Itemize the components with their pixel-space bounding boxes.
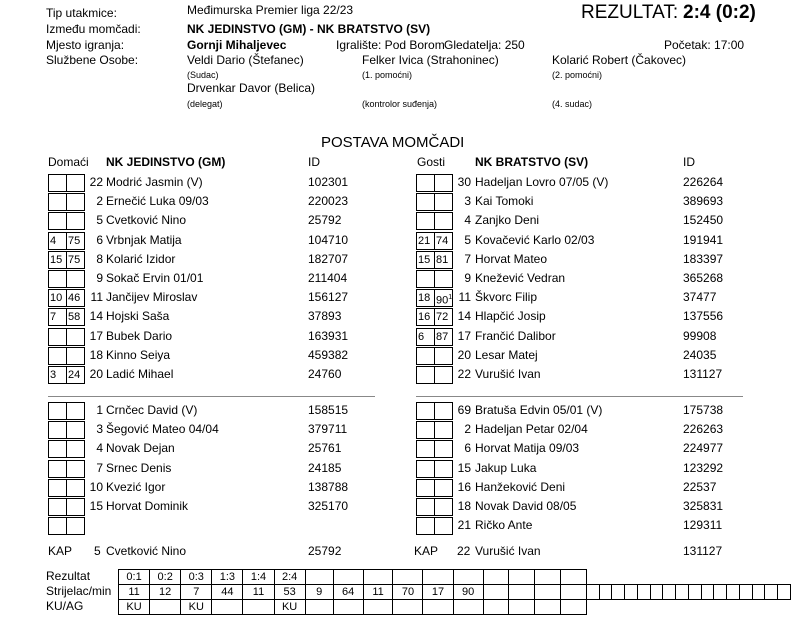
scorer-cell	[778, 585, 791, 600]
player-id: 163931	[308, 329, 349, 343]
scorer-cell	[727, 585, 740, 600]
competition: Međimurska Premier liga 22/23	[187, 3, 354, 17]
sub-id: 224977	[683, 441, 724, 455]
kuag-cell: KU	[274, 600, 305, 615]
stat-box: 6	[416, 328, 435, 346]
stat-box	[416, 366, 435, 384]
scorer-cell: 17	[423, 585, 453, 600]
sub-number: 69	[457, 403, 471, 417]
sub-number: 15	[89, 499, 103, 513]
player-name: Ernečić Luka 09/03	[106, 194, 209, 208]
player-id: 24760	[308, 367, 342, 381]
player-id: 211404	[308, 271, 348, 285]
stat-box	[48, 193, 67, 211]
sub-number: 6	[464, 441, 471, 455]
official-role: (1. pomoćni)	[362, 70, 413, 80]
minute-box: $90^1$	[434, 289, 453, 307]
player-number: 8	[96, 252, 103, 266]
section-title: POSTAVA MOMČADI	[321, 134, 465, 151]
sub-name: Hadeljan Petar 02/04	[475, 422, 588, 436]
player-name: Hojski Saša	[106, 309, 170, 323]
player-number: 11	[458, 290, 471, 304]
minute-box: 74	[434, 232, 453, 250]
stat-box	[416, 460, 435, 478]
player-id: 102301	[308, 175, 349, 189]
sub-name: Novak David 08/05	[475, 499, 577, 513]
score-row-label: KU/AG	[46, 599, 84, 613]
match-type-label: Tip utakmice:	[46, 6, 117, 20]
player-name: Ladić Mihael	[106, 367, 174, 381]
stat-box: 16	[416, 308, 435, 326]
home-kap-name: Cvetković Nino	[106, 544, 187, 558]
scorer-cell	[535, 585, 561, 600]
kuag-cell	[243, 600, 274, 615]
player-number: 3	[464, 194, 471, 208]
minute-box: 58	[66, 308, 85, 326]
player-id: 226264	[683, 175, 724, 189]
officials-label: Službene Osobe:	[46, 53, 139, 67]
player-id: 365268	[683, 271, 724, 285]
kuag-cell	[150, 600, 181, 615]
player-name: Sokač Ervin 01/01	[106, 271, 204, 285]
result-cell: 0:2	[150, 570, 181, 585]
sub-name: Srnec Denis	[106, 461, 172, 475]
player-name: Hadeljan Lovro 07/05 (V)	[475, 175, 609, 189]
player-number: 14	[457, 309, 471, 323]
minute-box	[66, 517, 85, 535]
player-name: Zanjko Deni	[475, 213, 540, 227]
player-name: Vrbnjak Matija	[106, 233, 182, 247]
sub-name: Šegović Mateo 04/04	[106, 422, 219, 436]
minute-box: 72	[434, 308, 453, 326]
scorers-row	[119, 585, 791, 600]
stat-box	[416, 270, 435, 288]
kuag-cell	[561, 600, 587, 615]
sub-id: 22537	[683, 480, 717, 494]
home-kap-id: 25792	[308, 544, 342, 558]
official-name: Drvenkar Davor (Belica)	[187, 81, 316, 95]
stat-box	[48, 517, 67, 535]
player-number: 20	[89, 367, 103, 381]
result-cell	[305, 570, 333, 585]
player-id: 24035	[683, 348, 717, 362]
sub-id: 175738	[683, 403, 724, 417]
minute-box: 75	[66, 232, 85, 250]
stat-box	[48, 174, 67, 192]
kuag-cell	[305, 600, 333, 615]
ground: Igralište: Pod Borom	[336, 38, 445, 52]
scorer-cell: 70	[393, 585, 423, 600]
sub-name: Ričko Ante	[475, 518, 533, 532]
result-cell	[483, 570, 509, 585]
scorer-cell	[509, 585, 535, 600]
minute-box: 75	[66, 251, 85, 269]
kuag-cell	[423, 600, 453, 615]
player-id: 220023	[308, 194, 349, 208]
scorer-cell	[765, 585, 778, 600]
sub-id: 138788	[308, 480, 349, 494]
player-name: Frančić Dalibor	[475, 329, 556, 343]
result-cell	[333, 570, 363, 585]
player-number: 4	[464, 213, 471, 227]
player-number: 17	[457, 329, 471, 343]
stat-box	[416, 421, 435, 439]
sub-name: Horvat Dominik	[106, 499, 189, 513]
sub-number: 10	[89, 480, 103, 494]
scorer-cell	[714, 585, 727, 600]
home-side-label: Domaći	[48, 155, 89, 169]
result-cell: 0:3	[181, 570, 212, 585]
player-name: Kai Tomoki	[475, 194, 534, 208]
sub-id: 325831	[683, 499, 724, 513]
sub-number: 3	[96, 422, 103, 436]
player-name: Jančijev Miroslav	[106, 290, 198, 304]
player-id: 156127	[308, 290, 349, 304]
player-name: Hlapčić Josip	[475, 309, 546, 323]
home-kap-label: KAP	[48, 544, 73, 558]
stat-box	[416, 212, 435, 230]
official-role: (2. pomoćni)	[552, 70, 603, 80]
scorer-cell: 12	[150, 585, 181, 600]
sub-name: Kvezić Igor	[106, 480, 166, 494]
home-team-name: NK JEDINSTVO (GM)	[106, 155, 226, 169]
sub-number: 1	[96, 403, 103, 417]
scorer-cell	[752, 585, 765, 600]
stat-box	[48, 421, 67, 439]
player-number: 5	[96, 213, 103, 227]
home-id-header: ID	[308, 155, 320, 169]
teams-label: Između momčadi:	[46, 22, 141, 36]
player-name: Kovačević Karlo 02/03	[475, 233, 595, 247]
result-cell: 2:4	[274, 570, 305, 585]
minute-box: 81	[434, 251, 453, 269]
stat-box	[416, 347, 435, 365]
kuag-cell	[363, 600, 393, 615]
sub-name: Hanžeković Deni	[475, 480, 566, 494]
player-name: Vurušić Ivan	[475, 367, 541, 381]
scorer-cell	[701, 585, 714, 600]
result-cell	[393, 570, 423, 585]
score-table	[118, 569, 791, 615]
scorer-cell: 11	[119, 585, 150, 600]
sub-name: Horvat Matija 09/03	[475, 441, 580, 455]
divider	[416, 396, 743, 397]
scorer-cell	[637, 585, 650, 600]
scorer-cell: 9	[305, 585, 333, 600]
stat-box	[416, 479, 435, 497]
player-number: 7	[464, 252, 471, 266]
result-label: REZULTAT:	[581, 2, 679, 23]
scorer-cell: 64	[333, 585, 363, 600]
scorer-cell: 90	[453, 585, 483, 600]
away-kap-label: KAP	[414, 544, 439, 558]
scorer-cell	[676, 585, 689, 600]
stat-box: 7	[48, 308, 67, 326]
stat-box	[48, 498, 67, 516]
scorer-cell	[663, 585, 676, 600]
venue: Gornji Mihaljevec	[187, 38, 287, 52]
result-cell	[453, 570, 483, 585]
scorer-cell	[612, 585, 625, 600]
player-number: 6	[96, 233, 103, 247]
official-name: Kolarić Robert (Čakovec)	[552, 53, 687, 67]
stat-box	[416, 193, 435, 211]
stat-box	[416, 402, 435, 420]
stat-box	[48, 270, 67, 288]
player-name: Cvetković Nino	[106, 213, 187, 227]
player-id: 183397	[683, 252, 724, 266]
sub-id: 379711	[308, 422, 348, 436]
player-id: 104710	[308, 233, 349, 247]
player-id: 137556	[683, 309, 724, 323]
sub-name: Jakup Luka	[475, 461, 537, 475]
kuag-row	[119, 600, 791, 615]
scorer-cell	[739, 585, 752, 600]
away-side-label: Gosti	[417, 155, 446, 169]
stat-box	[48, 460, 67, 478]
away-team-name: NK BRATSTVO (SV)	[475, 155, 589, 169]
player-number: 9	[464, 271, 471, 285]
scorer-cell	[688, 585, 701, 600]
stat-box: 3	[48, 366, 67, 384]
official-role: (kontrolor suđenja)	[362, 99, 438, 109]
sub-number: 7	[96, 461, 103, 475]
scorer-cell: 44	[212, 585, 243, 600]
kuag-cell	[483, 600, 509, 615]
stat-box: 15	[48, 251, 67, 269]
stat-box: 4	[48, 232, 67, 250]
player-name: Knežević Vedran	[475, 271, 566, 285]
player-name: Horvat Mateo	[475, 252, 548, 266]
sub-number: 18	[457, 499, 471, 513]
minute-box: 24	[66, 366, 85, 384]
sub-id: 123292	[683, 461, 724, 475]
sub-number: 4	[96, 441, 103, 455]
spectators: Gledatelja: 250	[444, 38, 525, 52]
official-name: Felker Ivica (Strahoninec)	[362, 53, 499, 67]
sub-id: 25761	[308, 441, 342, 455]
scorer-cell	[625, 585, 638, 600]
divider	[48, 396, 375, 397]
minute-box: 87	[434, 328, 453, 346]
player-number: 17	[89, 329, 103, 343]
result-cell	[535, 570, 561, 585]
stat-box: 21	[416, 232, 435, 250]
sub-id: 158515	[308, 403, 349, 417]
scorer-cell	[586, 585, 599, 600]
stat-box	[48, 479, 67, 497]
player-number: 30	[457, 175, 471, 189]
result-cell: 1:3	[212, 570, 243, 585]
scorer-cell	[561, 585, 587, 600]
result-cell	[363, 570, 393, 585]
teams: NK JEDINSTVO (GM) - NK BRATSTVO (SV)	[187, 22, 431, 36]
stat-box	[48, 440, 67, 458]
kuag-cell	[509, 600, 535, 615]
away-kap-number: 22	[457, 544, 471, 558]
sub-name: Bratuša Edvin 05/01 (V)	[475, 403, 603, 417]
scorer-cell: 11	[363, 585, 393, 600]
player-number: 14	[89, 309, 103, 323]
player-number: 20	[457, 348, 471, 362]
player-number: 11	[90, 290, 103, 304]
sub-id: 325170	[308, 499, 349, 513]
stat-box	[48, 402, 67, 420]
player-number: 22	[457, 367, 471, 381]
player-name: Bubek Dario	[106, 329, 173, 343]
player-number: 5	[464, 233, 471, 247]
player-id: 131127	[683, 367, 723, 381]
scorer-cell: 11	[243, 585, 274, 600]
player-id: 191941	[683, 233, 724, 247]
scorer-cell	[650, 585, 663, 600]
score-row-label: Rezultat	[46, 569, 91, 583]
stat-box	[48, 212, 67, 230]
home-kap-number: 5	[94, 544, 101, 558]
sub-number: 15	[457, 461, 471, 475]
results-row	[119, 570, 791, 585]
result-cell: 0:1	[119, 570, 150, 585]
venue-label: Mjesto igranja:	[46, 38, 125, 52]
away-kap-id: 131127	[683, 544, 723, 558]
kuag-cell	[535, 600, 561, 615]
stat-box	[416, 174, 435, 192]
result-cell: 1:4	[243, 570, 274, 585]
stat-box: 18	[416, 289, 435, 307]
kuag-cell: KU	[119, 600, 150, 615]
official-role: (delegat)	[187, 99, 223, 109]
scorer-cell: 7	[181, 585, 212, 600]
kuag-cell	[212, 600, 243, 615]
player-number: 22	[89, 175, 103, 189]
stat-box	[48, 347, 67, 365]
scorer-cell: 53	[274, 585, 305, 600]
player-name: Modrić Jasmin (V)	[106, 175, 203, 189]
official-role: (4. sudac)	[552, 99, 593, 109]
player-name: Kinno Seiya	[106, 348, 171, 362]
player-name: Kolarić Izidor	[106, 252, 176, 266]
scorer-cell	[483, 585, 509, 600]
away-kap-name: Vurušić Ivan	[475, 544, 541, 558]
sub-id: 24185	[308, 461, 342, 475]
stat-box: 10	[48, 289, 67, 307]
sub-number: 2	[464, 422, 471, 436]
kuag-cell	[393, 600, 423, 615]
kuag-cell	[453, 600, 483, 615]
minute-box: 46	[66, 289, 85, 307]
sub-name: Novak Dejan	[106, 441, 175, 455]
result-value: 2:4 (0:2)	[683, 2, 756, 23]
sub-number: 21	[457, 518, 471, 532]
score-row-label: Strijelac/min	[46, 584, 112, 598]
result-cell	[509, 570, 535, 585]
player-id: 389693	[683, 194, 724, 208]
stat-box	[48, 328, 67, 346]
player-number: 18	[89, 348, 103, 362]
kuag-cell: KU	[181, 600, 212, 615]
player-number: 2	[96, 194, 103, 208]
player-id: 25792	[308, 213, 342, 227]
minute-superscript: 1	[448, 294, 453, 301]
player-id: 37893	[308, 309, 342, 323]
stat-box	[416, 440, 435, 458]
sub-number: 16	[457, 480, 471, 494]
stat-box	[416, 498, 435, 516]
sub-id: 129311	[683, 518, 723, 532]
player-name: Škvorc Filip	[475, 290, 538, 304]
scorer-cell	[599, 585, 612, 600]
player-id: 152450	[683, 213, 724, 227]
away-id-header: ID	[683, 155, 695, 169]
player-id: 37477	[683, 290, 717, 304]
sub-name: Crnčec David (V)	[106, 403, 198, 417]
player-name: Lesar Matej	[475, 348, 538, 362]
player-id: 182707	[308, 252, 349, 266]
official-name: Veldi Dario (Štefanec)	[187, 53, 304, 67]
result-cell	[561, 570, 587, 585]
sub-id: 226263	[683, 422, 724, 436]
player-number: 9	[96, 271, 103, 285]
official-role: (Sudac)	[187, 70, 219, 80]
stat-box: 15	[416, 251, 435, 269]
stat-box	[416, 517, 435, 535]
result-cell	[423, 570, 453, 585]
player-id: 459382	[308, 348, 349, 362]
kuag-cell	[333, 600, 363, 615]
kickoff: Početak: 17:00	[664, 38, 745, 52]
player-id: 99908	[683, 329, 717, 343]
